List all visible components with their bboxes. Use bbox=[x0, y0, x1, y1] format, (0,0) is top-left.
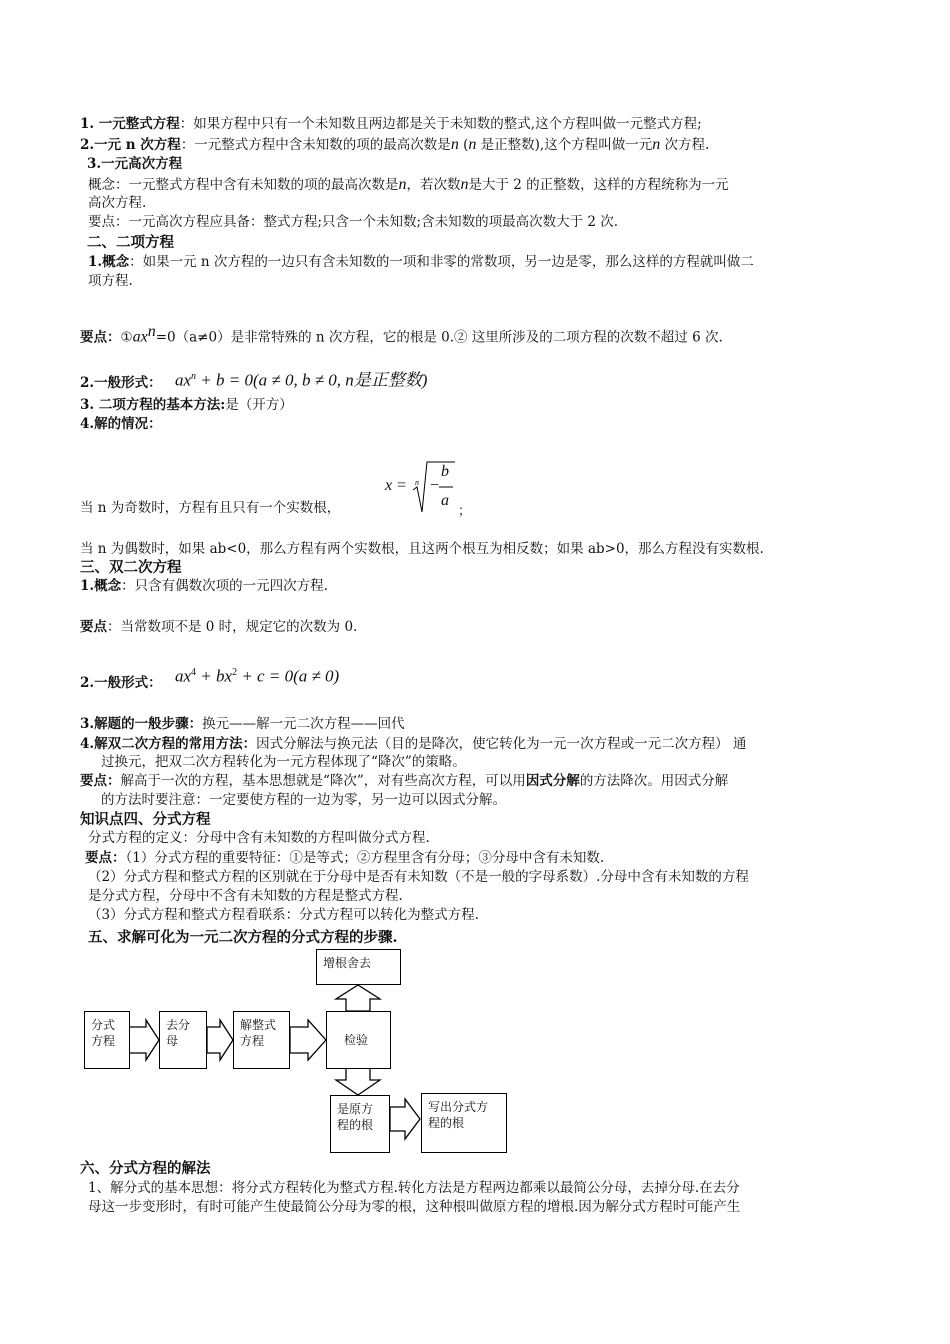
concept-high-degree-cont: 高次方程. bbox=[88, 195, 147, 211]
heading-high-degree: 3.一元高次方程 bbox=[87, 156, 183, 172]
formula-axn: ax bbox=[132, 328, 148, 346]
methods-biquadratic-cont: 过换元，把双二次方程转化为一元方程体现了“降次”的策略。 bbox=[101, 754, 466, 770]
basic-idea-cont: 母这一步变形时，有时可能产生使最简公分母为零的根，这种根叫做原方程的增根.因为解分式方程时可能产生 bbox=[88, 1199, 741, 1215]
odd-case: 当 n 为奇数时，方程有且只有一个实数根， bbox=[80, 500, 341, 516]
steps-biquadratic bbox=[80, 716, 405, 733]
var-n: n bbox=[450, 136, 459, 153]
concept-biquadratic bbox=[80, 578, 328, 595]
general-form-binomial bbox=[80, 375, 162, 392]
term: 要点： bbox=[85, 850, 126, 866]
box-label: 去分 bbox=[166, 1018, 191, 1032]
def-fractional: 分式方程的定义：分母中含有未知数的方程叫做分式方程. bbox=[88, 830, 430, 846]
def-n-degree-equation bbox=[80, 136, 709, 154]
formula-part: ax bbox=[175, 370, 192, 390]
term: 要点： bbox=[80, 329, 121, 346]
section-fractional: 知识点四、分式方程 bbox=[80, 811, 211, 828]
text: 次方程. bbox=[660, 137, 710, 153]
formula-part: + bx bbox=[196, 666, 233, 686]
heading-solutions: 4.解的情况： bbox=[80, 416, 162, 432]
root-index: n bbox=[415, 478, 419, 487]
arrow-down-icon bbox=[336, 1068, 380, 1095]
exp-n: n bbox=[191, 371, 197, 382]
box-label: 检验 bbox=[344, 1033, 369, 1047]
var-n: n bbox=[652, 136, 661, 153]
text: 的方法降次。用因式分解 bbox=[579, 773, 729, 789]
box-label: 方程 bbox=[240, 1034, 265, 1048]
def-polynomial-equation bbox=[80, 116, 702, 133]
formula-part: + c = 0(a ≠ 0) bbox=[237, 666, 340, 686]
box-remove-denominator bbox=[159, 1011, 207, 1069]
text: ：如果方程中只有一个未知数且两边都是关于未知数的整式,这个方程叫做一元整式方程; bbox=[179, 116, 702, 132]
term: 2.一般形式： bbox=[80, 675, 162, 691]
box-write-roots bbox=[421, 1093, 507, 1153]
box-label: 解整式 bbox=[240, 1018, 277, 1032]
text: ：如果一元 n 次方程的一边只有含未知数的一项和非零的常数项，另一边是零，那么这样的方程就叫做二 bbox=[129, 254, 754, 270]
text: 解高于一次的方程，基本思想就是“降次”，对有些高次方程，可以用 bbox=[120, 773, 526, 789]
note-fractional-2: （2）分式方程和整式方程的区别就在于分母中是否有未知数（不是一般的字母系数）.分母中含有未知数的方程 bbox=[88, 869, 749, 885]
note-fractional-2-cont: 是分式方程，分母中不含有未知数的方程是整式方程. bbox=[88, 888, 403, 904]
arrow-right-icon bbox=[207, 1020, 233, 1060]
basic-idea: 1、解分式的基本思想：将分式方程转化为整式方程.转化方法是方程两边都乘以最简公分母，去掉分母.在去分 bbox=[88, 1180, 740, 1196]
text: 因式分解法与换元法（目的是降次，使它转化为一元一次方程或一元二次方程） 通 bbox=[256, 736, 747, 752]
term: 3. 二项方程的基本方法: bbox=[80, 397, 226, 413]
note-degree-reduction-cont: 的方法时要注意：一定要使方程的一边为零，另一边可以因式分解。 bbox=[101, 792, 506, 808]
formula-x: x = bbox=[385, 477, 407, 494]
denominator-a: a bbox=[441, 492, 449, 509]
term: 1.概念 bbox=[88, 254, 130, 270]
numerator-b: b bbox=[441, 463, 449, 480]
box-label: 写出分式方 bbox=[428, 1100, 489, 1114]
note-fractional-1 bbox=[85, 850, 604, 867]
box-label: 母 bbox=[166, 1034, 179, 1048]
term: 3.解题的一般步骤： bbox=[80, 716, 203, 732]
box-verify bbox=[326, 1011, 391, 1069]
text: ① bbox=[120, 329, 133, 346]
concept-binomial bbox=[88, 254, 754, 271]
even-case: 当 n 为偶数时，如果 ab<0，那么方程有两个实数根，且这两个根互为相反数；如果 ab>0，那么方程没有实数根. bbox=[80, 541, 764, 557]
note-biquadratic bbox=[80, 619, 357, 636]
term: 1.概念 bbox=[80, 578, 122, 594]
text: 换元——解一元二次方程——回代 bbox=[202, 716, 405, 732]
box-label: 程的根 bbox=[428, 1116, 465, 1130]
arrow-right-icon bbox=[390, 1099, 420, 1139]
box-is-root bbox=[330, 1095, 390, 1153]
box-solve-polynomial bbox=[233, 1011, 290, 1069]
text: =0（a≠0）是非常特殊的 n 次方程，它的根是 0.② 这里所涉及的二项方程的次数不超过 6 次. bbox=[155, 329, 723, 346]
text: ：当常数项不是 0 时，规定它的次数为 0. bbox=[107, 619, 358, 635]
arrow-up-icon bbox=[336, 985, 380, 1011]
term: 4.解双二次方程的常用方法： bbox=[80, 736, 257, 752]
text: ：一元整式方程中含未知数的项的最高次数是 bbox=[180, 137, 451, 153]
var-n: n bbox=[468, 136, 477, 153]
section-solving-steps: 五、求解可化为一元二次方程的分式方程的步骤. bbox=[88, 929, 398, 946]
note-high-degree: 要点：一元高次方程应具备：整式方程;只含一个未知数;含未知数的项最高次数大于 2 次. bbox=[88, 214, 619, 230]
concept-binomial-cont: 项方程. bbox=[88, 273, 133, 289]
term: 2.一元 n 次方程 bbox=[80, 137, 181, 153]
box-label: 分式 bbox=[91, 1018, 116, 1032]
box-fractional-equation bbox=[84, 1011, 130, 1069]
exp-4: 4 bbox=[191, 667, 197, 678]
text: 是（开方） bbox=[225, 397, 293, 413]
text: 是正整数),这个方程叫做一元 bbox=[476, 137, 653, 153]
semicolon: ； bbox=[458, 504, 472, 519]
text: （1）分式方程的重要特征：①是等式；②方程里含有分母；③分母中含有未知数. bbox=[125, 850, 605, 866]
text: ( bbox=[458, 137, 469, 153]
term: 要点： bbox=[80, 773, 121, 789]
arrow-right-icon bbox=[128, 1020, 159, 1060]
var-n: n bbox=[460, 176, 469, 193]
section-solving-methods: 六、分式方程的解法 bbox=[80, 1160, 211, 1177]
term: 2.一般形式： bbox=[80, 375, 162, 391]
exp-n: n bbox=[147, 323, 156, 340]
box-label: 程的根 bbox=[337, 1118, 374, 1132]
section-binomial: 二、二项方程 bbox=[87, 234, 174, 251]
note-fractional-3: （3）分式方程和整式方程看联系：分式方程可以转化为整式方程. bbox=[88, 907, 479, 923]
box-label: 增根舍去 bbox=[323, 956, 372, 970]
minus-sign: − bbox=[429, 477, 440, 494]
note-binomial bbox=[80, 323, 723, 347]
method-binomial bbox=[80, 397, 293, 414]
formula-root bbox=[383, 460, 473, 519]
term-factorization: 因式分解 bbox=[525, 773, 580, 789]
general-form-biquadratic bbox=[80, 675, 162, 692]
concept-high-degree bbox=[88, 176, 729, 194]
formula-part: ax bbox=[175, 666, 192, 686]
text: ，若次数 bbox=[406, 177, 461, 193]
formula-binomial bbox=[175, 368, 427, 389]
term: 1. 一元整式方程 bbox=[80, 116, 180, 132]
methods-biquadratic bbox=[80, 736, 746, 753]
exp-2: 2 bbox=[232, 667, 238, 678]
term: 要点 bbox=[80, 619, 107, 635]
box-label: 是原方 bbox=[337, 1102, 374, 1116]
section-biquadratic: 三、双二次方程 bbox=[80, 559, 182, 576]
formula-part: + b = 0(a ≠ 0, b ≠ 0, n是正整数) bbox=[196, 370, 428, 390]
box-label: 方程 bbox=[91, 1034, 116, 1048]
formula-biquadratic bbox=[175, 664, 339, 685]
text: 是大于 2 的正整数，这样的方程统称为一元 bbox=[468, 177, 729, 193]
text: ：只含有偶数次项的一元四次方程. bbox=[121, 578, 328, 594]
text: 概念：一元整式方程中含有未知数的项的最高次数是 bbox=[88, 177, 399, 193]
var-n: n bbox=[398, 176, 407, 193]
note-degree-reduction bbox=[80, 773, 728, 790]
box-reject-extraneous bbox=[316, 949, 401, 985]
arrow-right-icon bbox=[290, 1020, 326, 1060]
